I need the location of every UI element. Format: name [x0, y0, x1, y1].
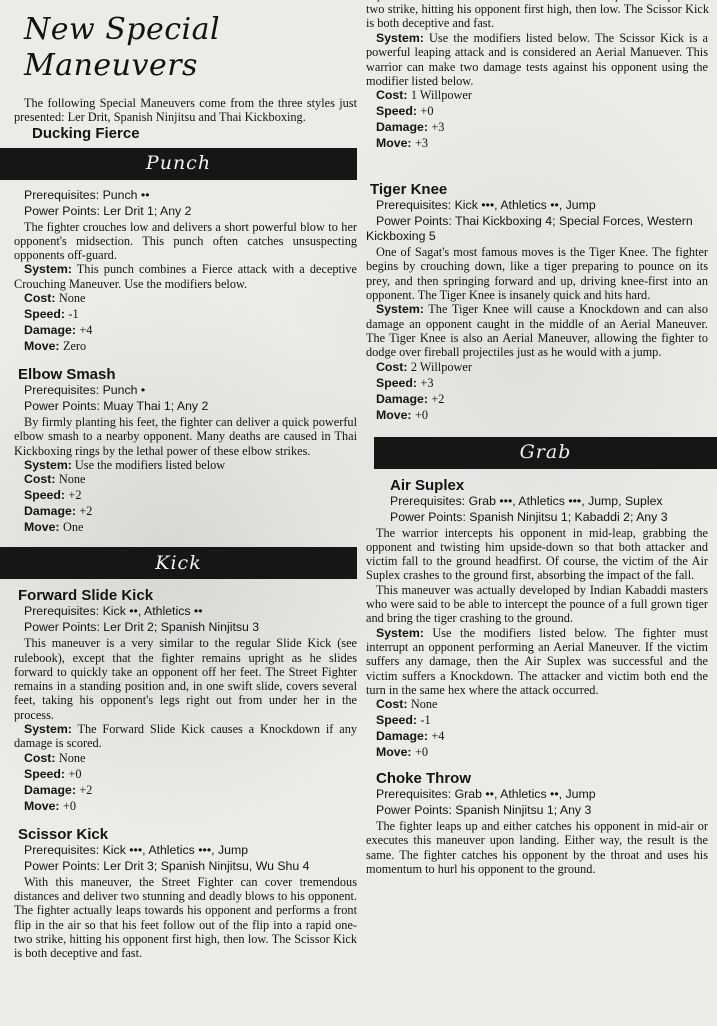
ducking-fierce-speed: Speed: -1 [24, 307, 79, 322]
section-title-punch: Punch [145, 152, 212, 175]
section-title-kick: Kick [155, 552, 202, 575]
ducking-fierce-desc: The fighter crouches low and delivers a short powerful blow to her opponent's midsection. This punch often catches unsuspecting opponents off-guard. [14, 219, 357, 263]
maneuver-title-scissor-kick: Scissor Kick [18, 825, 109, 843]
air-suplex-desc-2: This maneuver was actually developed by Indian Kabaddi masters who were said to be able to intercept the pounce of a full grown tiger and bring the tiger crashing to the ground. [366, 582, 708, 626]
forward-slide-kick-damage: Damage: +2 [24, 782, 93, 797]
scissor-kick-desc: With this maneuver, the Street Fighter can cover tremendous distances and deliver two stunning and deadly blows to his opponent. The fighter actually leaps towards his opponent and performs a front flip in the air so that his feet follow out of the flip into a rapid one-two strike, hitting his opponent first high, then low. The Scissor Kick is both deceptive and fast. [14, 874, 357, 961]
elbow-smash-move: Move: One [24, 520, 84, 535]
tiger-knee-cost: Cost: 2 Willpower [376, 359, 472, 374]
scissor-kick-move: Move: +3 [376, 136, 429, 151]
air-suplex-power: Power Points: Spanish Ninjitsu 1; Kabaddi 2; Any 3 [390, 509, 668, 524]
elbow-smash-system: System: Use the modifiers listed below [24, 457, 226, 472]
choke-throw-power: Power Points: Spanish Ninjitsu 1; Any 3 [376, 803, 592, 818]
left-column [14, 0, 357, 961]
ducking-fierce-prereq: Prerequisites: Punch •• [24, 187, 150, 202]
air-suplex-speed: Speed: -1 [376, 713, 431, 728]
maneuver-title-elbow-smash: Elbow Smash [18, 366, 116, 384]
tiger-knee-system: System: The Tiger Knee will cause a Knockdown and can also damage an opponent caught in the middle of an Aerial Maneuver. The Tiger Knee is also an Aerial Maneuver, allowing the fighter to dodge over fireball projectiles just as he would with a jump. [366, 302, 708, 360]
forward-slide-kick-power: Power Points: Ler Drit 2; Spanish Ninjitsu 3 [24, 620, 260, 635]
forward-slide-kick-move: Move: +0 [24, 798, 77, 813]
page-title: New Special Maneuvers [24, 12, 221, 83]
section-banner-grab [374, 437, 717, 469]
scissor-kick-desc-continued: two strike, hitting his opponent first high, then low. The Scissor Kick is both deceptive and fast. [366, 2, 709, 31]
tiger-knee-move: Move: +0 [376, 407, 429, 422]
forward-slide-kick-cost: Cost: None [24, 750, 86, 765]
tiger-knee-power: Power Points: Thai Kickboxing 4; Special Forces, Western Kickboxing 5 [366, 214, 693, 244]
right-column [366, 0, 708, 876]
elbow-smash-cost: Cost: None [24, 472, 86, 487]
choke-throw-desc: The fighter leaps up and either catches his opponent in mid-air or executes this maneuver upon landing. Either way, the result is the same. The fighter catches his opponent by the throat and uses his momentum to hurl his opponent to the ground. [366, 819, 708, 877]
scissor-kick-damage: Damage: +3 [376, 120, 445, 135]
air-suplex-cost: Cost: None [376, 697, 438, 712]
section-title-grab: Grab [519, 441, 572, 464]
maneuver-title-forward-slide-kick: Forward Slide Kick [18, 587, 154, 605]
forward-slide-kick-speed: Speed: +0 [24, 766, 82, 781]
elbow-smash-speed: Speed: +2 [24, 488, 82, 503]
tiger-knee-prereq: Prerequisites: Kick •••, Athletics ••, Jump [376, 198, 596, 213]
section-banner-punch [0, 148, 357, 180]
maneuver-title-choke-throw: Choke Throw [376, 770, 472, 788]
air-suplex-prereq: Prerequisites: Grab •••, Athletics •••, Jump, Suplex [390, 493, 663, 508]
forward-slide-kick-prereq: Prerequisites: Kick ••, Athletics •• [24, 604, 203, 619]
ducking-fierce-damage: Damage: +4 [24, 323, 93, 338]
maneuver-title-ducking-fierce: Ducking Fierce [32, 124, 140, 142]
ducking-fierce-move: Move: Zero [24, 339, 87, 354]
ducking-fierce-power: Power Points: Ler Drit 1; Any 2 [24, 203, 192, 218]
maneuver-title-tiger-knee: Tiger Knee [370, 181, 448, 199]
elbow-smash-power: Power Points: Muay Thai 1; Any 2 [24, 399, 209, 414]
tiger-knee-speed: Speed: +3 [376, 375, 434, 390]
scissor-kick-prereq: Prerequisites: Kick •••, Athletics •••, Jump [24, 842, 249, 857]
scissor-kick-cost: Cost: 1 Willpower [376, 88, 472, 103]
tiger-knee-damage: Damage: +2 [376, 391, 445, 406]
air-suplex-system: System: Use the modifiers listed below. The fighter must interrupt an opponent performing an Aerial Maneuver. If the victim suffers any damage, then the Air Suplex was successful and the victim suffers a Knockdown. The attacker and victim both end the turn in the same hex where the attack occurred. [366, 625, 708, 697]
ducking-fierce-system: System: This punch combines a Fierce attack with a deceptive Crouching Maneuver. Use the modifiers below. [14, 262, 357, 291]
elbow-smash-damage: Damage: +2 [24, 504, 93, 519]
elbow-smash-desc: By firmly planting his feet, the fighter can deliver a quick powerful elbow smash to a nearby opponent. Many deaths are caused in Thai Kickboxing rings by the lethal power of these elbow strikes. [14, 415, 357, 458]
air-suplex-move: Move: +0 [376, 745, 429, 760]
air-suplex-damage: Damage: +4 [376, 729, 445, 744]
intro-text: The following Special Maneuvers come from the three styles just presented: Ler Drit, Spanish Ninjitsu and Thai Kickboxing. [14, 96, 357, 125]
forward-slide-kick-desc: This maneuver is a very similar to the regular Slide Kick (see rulebook), except that the fighter remains upright as he slides forward to quickly take an opponent off her feet. The Street Fighter remains in a standing position and, in one swift slide, covers several feet, taking his opponent's legs right out from under her in the process. [14, 636, 357, 722]
elbow-smash-prereq: Prerequisites: Punch • [24, 383, 146, 398]
scissor-kick-system: System: Use the modifiers listed below. The Scissor Kick is a powerful leaping attack and is considered an Aerial Manuever. This warrior can make two damage tests against his opponent using the modifier listed below. [366, 31, 708, 88]
tiger-knee-desc: One of Sagat's most famous moves is the Tiger Knee. The fighter begins by crouching down, like a tiger preparing to pounce on its prey, and then springing forward and up, driving knee-first into an opponent. The Tiger Knee is insanely quick and hits hard. [366, 245, 708, 303]
scissor-kick-power: Power Points: Ler Drit 3; Spanish Ninjitsu, Wu Shu 4 [24, 858, 310, 873]
air-suplex-desc-1: The warrior intercepts his opponent in mid-leap, grabbing the opponent and twisting him upside-down so that both attacker and victim fall to the ground headfirst. Of course, the victim of the Air Suplex crashes to the ground first, absorbing the impact of the fall. [366, 525, 708, 583]
scissor-kick-speed: Speed: +0 [376, 104, 434, 119]
forward-slide-kick-system: System: The Forward Slide Kick causes a Knockdown if any damage is scored. [14, 722, 357, 751]
ducking-fierce-cost: Cost: None [24, 291, 86, 306]
choke-throw-prereq: Prerequisites: Grab ••, Athletics ••, Jump [376, 787, 596, 802]
section-banner-kick [0, 547, 357, 579]
maneuver-title-air-suplex: Air Suplex [390, 476, 465, 494]
